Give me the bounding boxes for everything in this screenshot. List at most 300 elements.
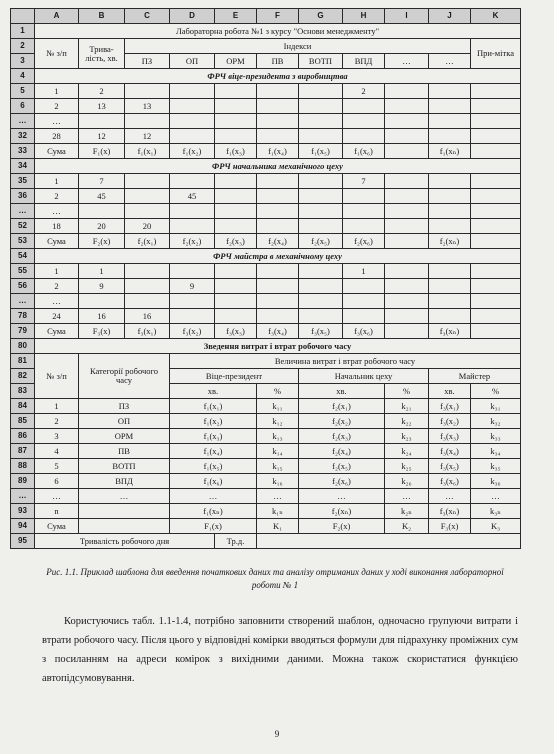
row-header[interactable]: 95 xyxy=(11,534,35,549)
cell[interactable]: 1 xyxy=(79,264,125,279)
cell[interactable] xyxy=(257,219,299,234)
cell[interactable] xyxy=(299,219,343,234)
cell[interactable]: k₁₅ xyxy=(257,459,299,474)
cell[interactable]: k₁ₙ xyxy=(257,504,299,519)
cell[interactable]: f₁(x₅) xyxy=(299,144,343,159)
vice-president-header[interactable]: Віце-президент xyxy=(170,369,299,384)
cell[interactable] xyxy=(385,234,429,249)
cell[interactable]: ПЗ xyxy=(79,399,170,414)
cell[interactable] xyxy=(299,309,343,324)
cell[interactable]: k₂ₙ xyxy=(385,504,429,519)
cell[interactable]: k₃₆ xyxy=(471,474,521,489)
cell[interactable] xyxy=(385,294,429,309)
cell[interactable]: 24 xyxy=(35,309,79,324)
cell[interactable]: k₂₁ xyxy=(385,399,429,414)
cell[interactable] xyxy=(385,99,429,114)
index-pz[interactable]: ПЗ xyxy=(125,54,170,69)
cell[interactable]: 13 xyxy=(125,99,170,114)
cell[interactable] xyxy=(343,189,385,204)
cell[interactable] xyxy=(215,129,257,144)
cell[interactable]: k₁₂ xyxy=(257,414,299,429)
unit-pct[interactable]: % xyxy=(385,384,429,399)
cell[interactable]: k₁₄ xyxy=(257,444,299,459)
cell[interactable]: f₃(x₁) xyxy=(125,324,170,339)
cell[interactable]: f₃(x₄) xyxy=(257,324,299,339)
cell[interactable]: f₂(x₆) xyxy=(299,474,385,489)
cell[interactable]: 1 xyxy=(35,174,79,189)
cell[interactable] xyxy=(79,294,125,309)
row-header[interactable]: 85 xyxy=(11,414,35,429)
cell[interactable]: k₃ₙ xyxy=(471,504,521,519)
cell[interactable] xyxy=(471,114,521,129)
cell[interactable] xyxy=(429,84,471,99)
cell[interactable]: 9 xyxy=(79,279,125,294)
cell[interactable] xyxy=(257,279,299,294)
cell[interactable] xyxy=(125,114,170,129)
cell[interactable] xyxy=(343,294,385,309)
cell[interactable]: k₃₃ xyxy=(471,429,521,444)
cell[interactable]: f₁(xₙ) xyxy=(170,504,257,519)
cell[interactable]: f₃(x₅) xyxy=(429,459,471,474)
category-header[interactable]: Категорії робочого часу xyxy=(79,354,170,399)
row-header[interactable]: 79 xyxy=(11,324,35,339)
cell[interactable] xyxy=(385,129,429,144)
cell[interactable]: 3 xyxy=(35,429,79,444)
cell[interactable]: f₃(x₂) xyxy=(170,324,215,339)
row-header[interactable]: … xyxy=(11,204,35,219)
unit-pct[interactable]: % xyxy=(257,384,299,399)
cell[interactable]: 2 xyxy=(343,84,385,99)
cell[interactable]: 1 xyxy=(343,264,385,279)
cell[interactable]: k₂₄ xyxy=(385,444,429,459)
cell[interactable]: f₁(x₃) xyxy=(215,144,257,159)
cell[interactable] xyxy=(343,129,385,144)
row-header[interactable]: … xyxy=(11,294,35,309)
row-header[interactable]: 84 xyxy=(11,399,35,414)
cell[interactable] xyxy=(215,84,257,99)
row-header[interactable]: 32 xyxy=(11,129,35,144)
row-header[interactable]: 53 xyxy=(11,234,35,249)
cell[interactable]: K₁ xyxy=(257,519,299,534)
cell[interactable] xyxy=(170,309,215,324)
cell[interactable]: k₁₆ xyxy=(257,474,299,489)
cell[interactable]: 28 xyxy=(35,129,79,144)
cell[interactable] xyxy=(471,99,521,114)
cell[interactable]: 45 xyxy=(170,189,215,204)
sum-label[interactable]: Сума xyxy=(35,519,79,534)
cell[interactable]: 16 xyxy=(125,309,170,324)
cell[interactable] xyxy=(215,204,257,219)
cell[interactable] xyxy=(257,264,299,279)
cell[interactable] xyxy=(343,279,385,294)
cell[interactable] xyxy=(471,189,521,204)
cell[interactable] xyxy=(299,264,343,279)
cell[interactable] xyxy=(385,219,429,234)
cell[interactable]: f₁(x₅) xyxy=(170,459,257,474)
cell[interactable]: 1 xyxy=(35,84,79,99)
cell[interactable]: ОРМ xyxy=(79,429,170,444)
cell[interactable]: f₃(x₂) xyxy=(429,414,471,429)
row-header[interactable]: 80 xyxy=(11,339,35,354)
col-header-a[interactable]: A xyxy=(35,9,79,24)
cell[interactable] xyxy=(125,279,170,294)
corner-cell[interactable] xyxy=(11,9,35,24)
cell[interactable] xyxy=(385,144,429,159)
cell[interactable]: K₂ xyxy=(385,519,429,534)
cell[interactable]: f₃(x₆) xyxy=(429,474,471,489)
row-header[interactable]: 56 xyxy=(11,279,35,294)
cell[interactable] xyxy=(299,84,343,99)
cell[interactable]: … xyxy=(170,489,257,504)
unit-min[interactable]: хв. xyxy=(170,384,257,399)
row-header[interactable]: 88 xyxy=(11,459,35,474)
cell[interactable]: 13 xyxy=(79,99,125,114)
cell[interactable] xyxy=(429,129,471,144)
cell[interactable] xyxy=(257,189,299,204)
cell[interactable] xyxy=(215,99,257,114)
cell[interactable] xyxy=(471,204,521,219)
cell[interactable]: f₁(x₁) xyxy=(125,144,170,159)
row-header[interactable]: 1 xyxy=(11,24,35,39)
cell[interactable]: f₂(x₄) xyxy=(299,444,385,459)
row-header[interactable]: 54 xyxy=(11,249,35,264)
index-votp[interactable]: ВОТП xyxy=(299,54,343,69)
summary-number-header[interactable]: № з/п xyxy=(35,354,79,399)
cell[interactable]: f₂(x₁) xyxy=(125,234,170,249)
cell[interactable] xyxy=(257,204,299,219)
col-header-k[interactable]: K xyxy=(471,9,521,24)
cell[interactable] xyxy=(429,189,471,204)
cell[interactable] xyxy=(471,324,521,339)
row-header[interactable]: 2 xyxy=(11,39,35,54)
section-title[interactable]: ФРЧ віце-президента з виробництва xyxy=(35,69,521,84)
cell[interactable] xyxy=(170,99,215,114)
cell[interactable]: f₂(x₃) xyxy=(215,234,257,249)
cell[interactable] xyxy=(79,519,170,534)
index-pv[interactable]: ПВ xyxy=(257,54,299,69)
row-header[interactable]: 87 xyxy=(11,444,35,459)
cell[interactable] xyxy=(429,204,471,219)
cell[interactable]: F₁(x) xyxy=(79,144,125,159)
cell[interactable]: n xyxy=(35,504,79,519)
cell[interactable]: f₁(x₄) xyxy=(170,444,257,459)
cell[interactable] xyxy=(257,534,521,549)
cell[interactable] xyxy=(170,204,215,219)
cell[interactable] xyxy=(299,174,343,189)
cell[interactable]: k₁₁ xyxy=(257,399,299,414)
cell[interactable]: f₁(x₂) xyxy=(170,414,257,429)
cell[interactable] xyxy=(385,264,429,279)
sum-label[interactable]: Сума xyxy=(35,234,79,249)
col-header-f[interactable]: F xyxy=(257,9,299,24)
cell[interactable]: ВОТП xyxy=(79,459,170,474)
cell[interactable] xyxy=(471,144,521,159)
col-header-b[interactable]: B xyxy=(79,9,125,24)
cell[interactable] xyxy=(471,84,521,99)
cell[interactable] xyxy=(257,114,299,129)
cell[interactable] xyxy=(385,204,429,219)
section-title[interactable]: ФРЧ начальника механічного цеху xyxy=(35,159,521,174)
cell[interactable]: f₂(x₃) xyxy=(299,429,385,444)
cell[interactable]: 7 xyxy=(79,174,125,189)
cell[interactable]: 20 xyxy=(79,219,125,234)
col-header-j[interactable]: J xyxy=(429,9,471,24)
unit-pct[interactable]: % xyxy=(471,384,521,399)
cell[interactable]: k₃₄ xyxy=(471,444,521,459)
cell[interactable]: ОП xyxy=(79,414,170,429)
row-header[interactable]: 82 xyxy=(11,369,35,384)
cell[interactable]: K₃ xyxy=(471,519,521,534)
cell[interactable] xyxy=(170,84,215,99)
size-header[interactable]: Величина витрат і втрат робочого часу xyxy=(170,354,521,369)
sheet-title[interactable]: Лабораторна робота №1 з курсу "Основи менеджменту" xyxy=(35,24,521,39)
row-header[interactable]: 55 xyxy=(11,264,35,279)
cell[interactable]: 16 xyxy=(79,309,125,324)
cell[interactable] xyxy=(257,99,299,114)
cell[interactable]: f₂(xₙ) xyxy=(299,504,385,519)
cell[interactable]: f₃(x₄) xyxy=(429,444,471,459)
row-header[interactable]: 93 xyxy=(11,504,35,519)
cell[interactable] xyxy=(299,279,343,294)
cell[interactable] xyxy=(125,264,170,279)
row-header[interactable]: 89 xyxy=(11,474,35,489)
workday-label[interactable]: Тривалість робочого дня xyxy=(35,534,215,549)
cell[interactable]: … xyxy=(385,489,429,504)
cell[interactable]: 4 xyxy=(35,444,79,459)
cell[interactable]: 9 xyxy=(170,279,215,294)
cell[interactable]: k₂₅ xyxy=(385,459,429,474)
row-header[interactable]: 4 xyxy=(11,69,35,84)
cell[interactable] xyxy=(257,294,299,309)
cell[interactable] xyxy=(343,219,385,234)
cell[interactable]: 2 xyxy=(79,84,125,99)
row-header[interactable]: 6 xyxy=(11,99,35,114)
cell[interactable]: … xyxy=(35,114,79,129)
shop-head-header[interactable]: Начальник цеху xyxy=(299,369,429,384)
cell[interactable]: … xyxy=(471,489,521,504)
cell[interactable]: … xyxy=(257,489,299,504)
cell[interactable]: f₁(x₆) xyxy=(343,144,385,159)
cell[interactable] xyxy=(299,204,343,219)
workday-value[interactable]: Тр.д. xyxy=(215,534,257,549)
cell[interactable]: 7 xyxy=(343,174,385,189)
cell[interactable]: f₁(xₙ) xyxy=(429,144,471,159)
cell[interactable]: 12 xyxy=(79,129,125,144)
cell[interactable]: f₃(xₙ) xyxy=(429,504,471,519)
cell[interactable]: f₁(x₆) xyxy=(170,474,257,489)
cell[interactable] xyxy=(385,114,429,129)
cell[interactable] xyxy=(471,279,521,294)
cell[interactable]: 45 xyxy=(79,189,125,204)
cell[interactable]: f₂(x₄) xyxy=(257,234,299,249)
cell[interactable] xyxy=(429,114,471,129)
cell[interactable]: 5 xyxy=(35,459,79,474)
cell[interactable]: k₃₁ xyxy=(471,399,521,414)
cell[interactable]: f₃(xₙ) xyxy=(429,324,471,339)
cell[interactable] xyxy=(215,219,257,234)
cell[interactable] xyxy=(429,264,471,279)
summary-title[interactable]: Зведення витрат і втрат робочого часу xyxy=(35,339,521,354)
cell[interactable] xyxy=(125,294,170,309)
cell[interactable] xyxy=(170,174,215,189)
cell[interactable] xyxy=(125,204,170,219)
cell[interactable] xyxy=(385,309,429,324)
section-title[interactable]: ФРЧ майстра в механічному цеху xyxy=(35,249,521,264)
foreman-header[interactable]: Майстер xyxy=(429,369,521,384)
cell[interactable] xyxy=(385,279,429,294)
cell[interactable]: f₁(x₁) xyxy=(170,399,257,414)
cell[interactable] xyxy=(429,294,471,309)
col-header-c[interactable]: C xyxy=(125,9,170,24)
cell[interactable] xyxy=(471,264,521,279)
cell[interactable] xyxy=(299,99,343,114)
row-header[interactable]: 3 xyxy=(11,54,35,69)
cell[interactable] xyxy=(215,264,257,279)
cell[interactable]: k₂₃ xyxy=(385,429,429,444)
row-header[interactable]: 34 xyxy=(11,159,35,174)
cell[interactable] xyxy=(170,129,215,144)
col-header-d[interactable]: D xyxy=(170,9,215,24)
cell[interactable]: ВПД xyxy=(79,474,170,489)
note-header[interactable]: При-мітка xyxy=(471,39,521,69)
row-header[interactable]: 94 xyxy=(11,519,35,534)
cell[interactable] xyxy=(125,189,170,204)
cell[interactable] xyxy=(429,99,471,114)
cell[interactable]: F₂(x) xyxy=(299,519,385,534)
cell[interactable]: f₂(x₆) xyxy=(343,234,385,249)
cell[interactable]: … xyxy=(35,489,79,504)
cell[interactable] xyxy=(257,174,299,189)
row-header[interactable]: 33 xyxy=(11,144,35,159)
col-header-h[interactable]: H xyxy=(343,9,385,24)
cell[interactable]: 20 xyxy=(125,219,170,234)
cell[interactable]: f₂(xₙ) xyxy=(429,234,471,249)
col-header-i[interactable]: I xyxy=(385,9,429,24)
cell[interactable]: 18 xyxy=(35,219,79,234)
cell[interactable] xyxy=(429,279,471,294)
cell[interactable] xyxy=(170,294,215,309)
cell[interactable]: k₁₃ xyxy=(257,429,299,444)
cell[interactable] xyxy=(299,129,343,144)
cell[interactable] xyxy=(257,309,299,324)
cell[interactable]: 2 xyxy=(35,279,79,294)
cell[interactable] xyxy=(125,84,170,99)
cell[interactable]: f₁(x₃) xyxy=(170,429,257,444)
cell[interactable] xyxy=(471,219,521,234)
index-op[interactable]: ОП xyxy=(170,54,215,69)
sum-label[interactable]: Сума xyxy=(35,144,79,159)
cell[interactable]: … xyxy=(35,294,79,309)
cell[interactable] xyxy=(215,279,257,294)
cell[interactable] xyxy=(471,174,521,189)
cell[interactable]: F₂(x) xyxy=(79,234,125,249)
cell[interactable]: F₃(x) xyxy=(429,519,471,534)
cell[interactable]: … xyxy=(35,204,79,219)
cell[interactable]: f₂(x₁) xyxy=(299,399,385,414)
cell[interactable]: F₁(x) xyxy=(170,519,257,534)
cell[interactable] xyxy=(170,219,215,234)
index-vpd[interactable]: ВПД xyxy=(343,54,385,69)
cell[interactable] xyxy=(385,189,429,204)
cell[interactable] xyxy=(215,294,257,309)
row-header[interactable]: 52 xyxy=(11,219,35,234)
row-header[interactable]: 86 xyxy=(11,429,35,444)
cell[interactable] xyxy=(429,174,471,189)
cell[interactable] xyxy=(471,309,521,324)
cell[interactable] xyxy=(385,324,429,339)
cell[interactable] xyxy=(343,114,385,129)
cell[interactable]: f₃(x₁) xyxy=(429,399,471,414)
cell[interactable]: … xyxy=(299,489,385,504)
cell[interactable] xyxy=(79,114,125,129)
cell[interactable] xyxy=(125,174,170,189)
sum-label[interactable]: Сума xyxy=(35,324,79,339)
cell[interactable] xyxy=(215,174,257,189)
cell[interactable] xyxy=(429,309,471,324)
cell[interactable]: F₃(x) xyxy=(79,324,125,339)
cell[interactable] xyxy=(170,264,215,279)
row-header[interactable]: 81 xyxy=(11,354,35,369)
cell[interactable] xyxy=(299,294,343,309)
cell[interactable]: f₂(x₅) xyxy=(299,234,343,249)
cell[interactable] xyxy=(299,189,343,204)
cell[interactable]: f₂(x₅) xyxy=(299,459,385,474)
cell[interactable] xyxy=(429,219,471,234)
cell[interactable] xyxy=(343,309,385,324)
cell[interactable]: k₃₅ xyxy=(471,459,521,474)
cell[interactable]: f₁(x₄) xyxy=(257,144,299,159)
cell[interactable] xyxy=(215,309,257,324)
row-header[interactable]: 5 xyxy=(11,84,35,99)
cell[interactable] xyxy=(257,129,299,144)
cell[interactable]: … xyxy=(429,489,471,504)
index-more[interactable]: … xyxy=(385,54,429,69)
cell[interactable]: ПВ xyxy=(79,444,170,459)
cell[interactable]: 6 xyxy=(35,474,79,489)
cell[interactable]: k₃₂ xyxy=(471,414,521,429)
unit-min[interactable]: хв. xyxy=(429,384,471,399)
cell[interactable]: 2 xyxy=(35,189,79,204)
unit-min[interactable]: хв. xyxy=(299,384,385,399)
cell[interactable] xyxy=(385,174,429,189)
cell[interactable]: 2 xyxy=(35,414,79,429)
index-more[interactable]: … xyxy=(429,54,471,69)
cell[interactable] xyxy=(79,204,125,219)
row-header[interactable]: 35 xyxy=(11,174,35,189)
cell[interactable] xyxy=(79,504,170,519)
cell[interactable]: 2 xyxy=(35,99,79,114)
cell[interactable]: f₃(x₃) xyxy=(429,429,471,444)
cell[interactable]: f₁(x₂) xyxy=(170,144,215,159)
number-header[interactable]: № з/п xyxy=(35,39,79,69)
row-header[interactable]: 36 xyxy=(11,189,35,204)
row-header[interactable]: 78 xyxy=(11,309,35,324)
cell[interactable] xyxy=(215,189,257,204)
row-header[interactable]: 83 xyxy=(11,384,35,399)
cell[interactable] xyxy=(471,129,521,144)
cell[interactable] xyxy=(215,114,257,129)
cell[interactable]: 1 xyxy=(35,264,79,279)
cell[interactable]: f₂(x₂) xyxy=(299,414,385,429)
indices-header[interactable]: Індекси xyxy=(125,39,471,54)
cell[interactable]: f₃(x₅) xyxy=(299,324,343,339)
cell[interactable]: 12 xyxy=(125,129,170,144)
cell[interactable]: f₃(x₆) xyxy=(343,324,385,339)
cell[interactable]: … xyxy=(79,489,170,504)
cell[interactable]: 1 xyxy=(35,399,79,414)
cell[interactable] xyxy=(343,99,385,114)
col-header-g[interactable]: G xyxy=(299,9,343,24)
